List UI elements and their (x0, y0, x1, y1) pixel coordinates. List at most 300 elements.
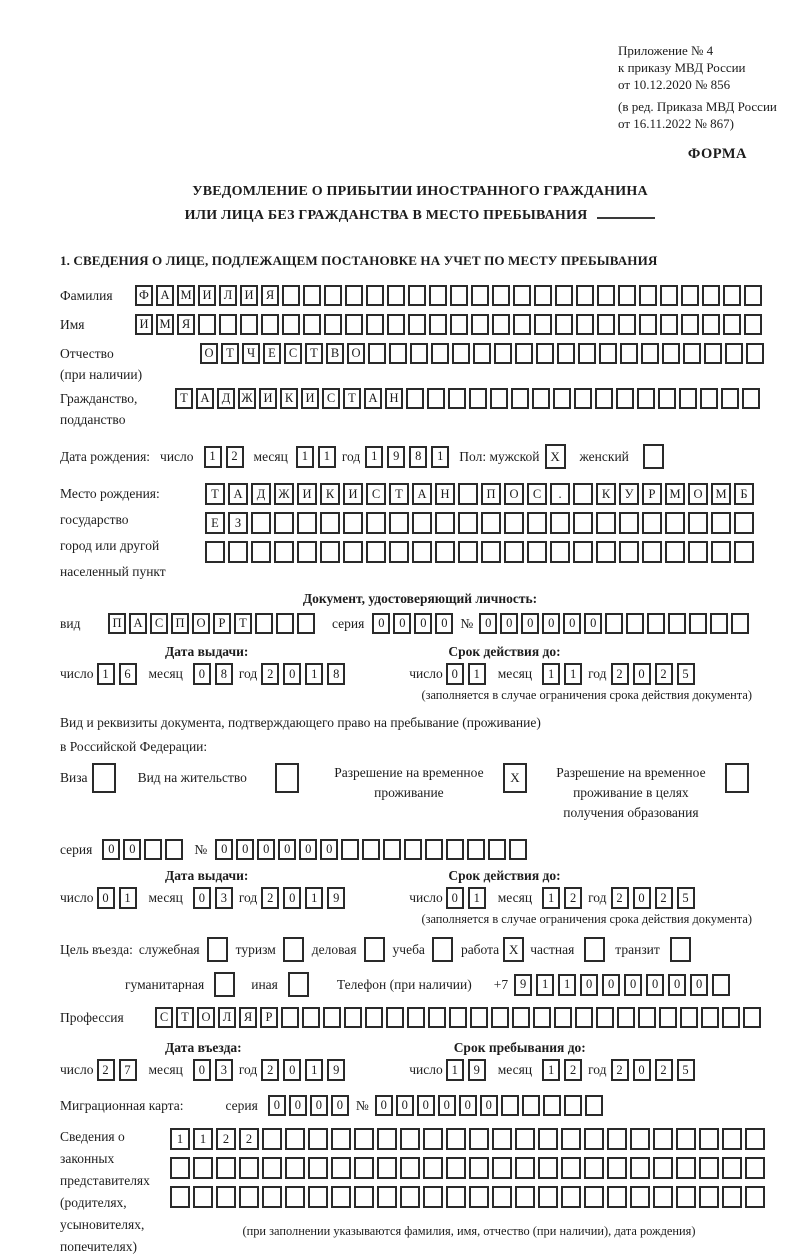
char-cell[interactable] (423, 1157, 443, 1179)
char-cell[interactable] (637, 388, 655, 409)
char-cell[interactable] (555, 285, 573, 306)
char-cell[interactable]: Ч (242, 343, 260, 364)
char-cell[interactable]: К (280, 388, 298, 409)
checkbox-visa[interactable] (92, 763, 116, 793)
char-cell[interactable] (653, 1186, 673, 1208)
char-cell[interactable] (308, 1186, 328, 1208)
char-cell[interactable]: П (171, 613, 189, 634)
char-cell[interactable]: И (301, 388, 319, 409)
char-cell[interactable] (389, 541, 409, 563)
char-cell[interactable]: . (550, 483, 570, 505)
char-cell[interactable] (616, 388, 634, 409)
char-cell[interactable] (647, 613, 665, 634)
char-cell[interactable]: 2 (97, 1059, 115, 1081)
char-cell[interactable] (701, 1007, 719, 1028)
char-cell[interactable]: И (198, 285, 216, 306)
char-cell[interactable] (219, 314, 237, 335)
char-cell[interactable] (490, 388, 508, 409)
char-cell[interactable] (331, 1186, 351, 1208)
checkbox-tourism[interactable] (283, 937, 304, 962)
char-cell[interactable] (324, 285, 342, 306)
char-cell[interactable]: 0 (446, 887, 464, 909)
char-cell[interactable]: 2 (564, 887, 582, 909)
char-cell[interactable]: П (481, 483, 501, 505)
char-cell[interactable] (448, 388, 466, 409)
char-cell[interactable] (584, 1157, 604, 1179)
char-cell[interactable] (341, 839, 359, 860)
char-cell[interactable] (710, 613, 728, 634)
char-cell[interactable]: 0 (646, 974, 664, 996)
char-cell[interactable] (324, 314, 342, 335)
char-cell[interactable]: К (320, 483, 340, 505)
char-cell[interactable] (412, 512, 432, 534)
char-cell[interactable]: О (347, 343, 365, 364)
char-cell[interactable] (469, 1157, 489, 1179)
char-cell[interactable]: Т (343, 388, 361, 409)
char-cell[interactable]: И (240, 285, 258, 306)
char-cell[interactable] (239, 1186, 259, 1208)
char-cell[interactable] (251, 512, 271, 534)
char-cell[interactable] (387, 314, 405, 335)
char-cell[interactable]: О (688, 483, 708, 505)
char-cell[interactable]: А (196, 388, 214, 409)
char-cell[interactable]: 0 (193, 1059, 211, 1081)
char-cell[interactable]: У (619, 483, 639, 505)
char-cell[interactable] (389, 512, 409, 534)
char-cell[interactable] (574, 388, 592, 409)
char-cell[interactable] (450, 285, 468, 306)
char-cell[interactable] (561, 1186, 581, 1208)
char-cell[interactable] (450, 314, 468, 335)
char-cell[interactable] (561, 1128, 581, 1150)
char-cell[interactable] (585, 1095, 603, 1116)
char-cell[interactable] (467, 839, 485, 860)
char-cell[interactable] (617, 1007, 635, 1028)
char-cell[interactable] (513, 285, 531, 306)
checkbox-private[interactable] (584, 937, 605, 962)
char-cell[interactable]: А (156, 285, 174, 306)
char-cell[interactable] (676, 1186, 696, 1208)
char-cell[interactable]: Ж (274, 483, 294, 505)
char-cell[interactable]: 0 (633, 663, 651, 685)
char-cell[interactable] (345, 314, 363, 335)
char-cell[interactable] (170, 1157, 190, 1179)
char-cell[interactable]: 2 (611, 887, 629, 909)
char-cell[interactable] (481, 512, 501, 534)
char-cell[interactable]: 0 (372, 613, 390, 634)
char-cell[interactable] (619, 541, 639, 563)
char-cell[interactable] (240, 314, 258, 335)
char-cell[interactable] (216, 1186, 236, 1208)
char-cell[interactable] (597, 285, 615, 306)
char-cell[interactable] (262, 1128, 282, 1150)
char-cell[interactable] (653, 1157, 673, 1179)
char-cell[interactable] (144, 839, 162, 860)
char-cell[interactable] (308, 1157, 328, 1179)
char-cell[interactable]: 8 (215, 663, 233, 685)
char-cell[interactable]: С (284, 343, 302, 364)
char-cell[interactable] (446, 839, 464, 860)
char-cell[interactable] (429, 285, 447, 306)
char-cell[interactable] (366, 285, 384, 306)
char-cell[interactable] (543, 1095, 561, 1116)
char-cell[interactable] (515, 1186, 535, 1208)
char-cell[interactable] (575, 1007, 593, 1028)
char-cell[interactable] (699, 1186, 719, 1208)
char-cell[interactable] (262, 1157, 282, 1179)
char-cell[interactable] (431, 343, 449, 364)
char-cell[interactable] (668, 613, 686, 634)
char-cell[interactable]: М (177, 285, 195, 306)
char-cell[interactable]: К (596, 483, 616, 505)
char-cell[interactable] (331, 1128, 351, 1150)
char-cell[interactable]: 1 (542, 663, 560, 685)
char-cell[interactable] (676, 1128, 696, 1150)
char-cell[interactable] (681, 285, 699, 306)
char-cell[interactable]: 1 (446, 1059, 464, 1081)
char-cell[interactable] (407, 1007, 425, 1028)
char-cell[interactable]: М (711, 483, 731, 505)
checkbox-edu-residence[interactable] (725, 763, 749, 793)
char-cell[interactable] (564, 1095, 582, 1116)
char-cell[interactable] (700, 388, 718, 409)
char-cell[interactable]: 1 (170, 1128, 190, 1150)
char-cell[interactable]: 0 (624, 974, 642, 996)
char-cell[interactable] (683, 343, 701, 364)
char-cell[interactable]: Ф (135, 285, 153, 306)
char-cell[interactable]: 0 (123, 839, 141, 860)
char-cell[interactable] (458, 541, 478, 563)
char-cell[interactable] (377, 1128, 397, 1150)
char-cell[interactable]: 0 (283, 887, 301, 909)
char-cell[interactable] (406, 388, 424, 409)
char-cell[interactable] (492, 1186, 512, 1208)
char-cell[interactable] (362, 839, 380, 860)
char-cell[interactable] (722, 1186, 742, 1208)
char-cell[interactable] (494, 343, 512, 364)
char-cell[interactable] (688, 541, 708, 563)
char-cell[interactable]: 0 (102, 839, 120, 860)
char-cell[interactable]: 2 (611, 663, 629, 685)
char-cell[interactable]: 2 (261, 1059, 279, 1081)
char-cell[interactable] (425, 839, 443, 860)
char-cell[interactable] (193, 1157, 213, 1179)
char-cell[interactable]: 0 (435, 613, 453, 634)
char-cell[interactable] (449, 1007, 467, 1028)
char-cell[interactable]: 9 (514, 974, 532, 996)
char-cell[interactable]: 5 (677, 663, 695, 685)
char-cell[interactable] (410, 343, 428, 364)
char-cell[interactable] (676, 1157, 696, 1179)
char-cell[interactable] (435, 541, 455, 563)
char-cell[interactable]: Т (205, 483, 225, 505)
char-cell[interactable] (702, 314, 720, 335)
char-cell[interactable] (681, 314, 699, 335)
char-cell[interactable] (302, 1007, 320, 1028)
char-cell[interactable]: 0 (580, 974, 598, 996)
char-cell[interactable] (492, 285, 510, 306)
char-cell[interactable] (354, 1157, 374, 1179)
char-cell[interactable] (573, 483, 593, 505)
checkbox-official[interactable] (207, 937, 228, 962)
char-cell[interactable]: Т (234, 613, 252, 634)
char-cell[interactable] (573, 541, 593, 563)
char-cell[interactable] (665, 512, 685, 534)
char-cell[interactable] (584, 1186, 604, 1208)
char-cell[interactable]: 0 (283, 1059, 301, 1081)
char-cell[interactable] (458, 512, 478, 534)
char-cell[interactable] (554, 1007, 572, 1028)
char-cell[interactable] (522, 1095, 540, 1116)
char-cell[interactable]: Д (251, 483, 271, 505)
char-cell[interactable] (605, 613, 623, 634)
char-cell[interactable] (619, 512, 639, 534)
char-cell[interactable] (659, 1007, 677, 1028)
char-cell[interactable]: 0 (500, 613, 518, 634)
char-cell[interactable] (618, 285, 636, 306)
char-cell[interactable]: 0 (289, 1095, 307, 1116)
char-cell[interactable]: Д (217, 388, 235, 409)
char-cell[interactable] (534, 285, 552, 306)
checkbox-humanitarian[interactable] (214, 972, 235, 997)
char-cell[interactable] (660, 285, 678, 306)
char-cell[interactable]: 1 (468, 663, 486, 685)
char-cell[interactable] (711, 541, 731, 563)
char-cell[interactable] (746, 343, 764, 364)
char-cell[interactable]: 2 (261, 887, 279, 909)
char-cell[interactable] (555, 314, 573, 335)
char-cell[interactable] (504, 512, 524, 534)
char-cell[interactable] (366, 512, 386, 534)
char-cell[interactable] (228, 541, 248, 563)
char-cell[interactable] (473, 343, 491, 364)
char-cell[interactable]: 2 (655, 1059, 673, 1081)
checkbox-other[interactable] (288, 972, 309, 997)
char-cell[interactable]: 0 (283, 663, 301, 685)
char-cell[interactable] (423, 1186, 443, 1208)
char-cell[interactable] (400, 1186, 420, 1208)
char-cell[interactable] (368, 343, 386, 364)
char-cell[interactable] (400, 1157, 420, 1179)
char-cell[interactable] (595, 388, 613, 409)
char-cell[interactable] (699, 1157, 719, 1179)
char-cell[interactable]: З (228, 512, 248, 534)
char-cell[interactable]: 0 (414, 613, 432, 634)
char-cell[interactable]: Т (221, 343, 239, 364)
char-cell[interactable] (345, 285, 363, 306)
char-cell[interactable] (428, 1007, 446, 1028)
char-cell[interactable]: Е (263, 343, 281, 364)
char-cell[interactable] (320, 541, 340, 563)
char-cell[interactable]: 1 (305, 663, 323, 685)
checkbox-study[interactable] (432, 937, 453, 962)
char-cell[interactable] (550, 541, 570, 563)
char-cell[interactable] (745, 1128, 765, 1150)
char-cell[interactable]: Н (435, 483, 455, 505)
char-cell[interactable] (255, 613, 273, 634)
char-cell[interactable] (193, 1186, 213, 1208)
char-cell[interactable]: П (108, 613, 126, 634)
char-cell[interactable]: Я (261, 285, 279, 306)
char-cell[interactable]: И (135, 314, 153, 335)
char-cell[interactable] (469, 1128, 489, 1150)
char-cell[interactable]: 0 (396, 1095, 414, 1116)
char-cell[interactable] (607, 1128, 627, 1150)
char-cell[interactable] (599, 343, 617, 364)
char-cell[interactable] (387, 285, 405, 306)
char-cell[interactable] (276, 613, 294, 634)
char-cell[interactable] (734, 512, 754, 534)
char-cell[interactable] (515, 1157, 535, 1179)
char-cell[interactable]: 0 (459, 1095, 477, 1116)
char-cell[interactable]: 0 (310, 1095, 328, 1116)
char-cell[interactable] (343, 541, 363, 563)
char-cell[interactable]: 1 (536, 974, 554, 996)
char-cell[interactable] (469, 388, 487, 409)
char-cell[interactable]: 2 (226, 446, 244, 468)
char-cell[interactable] (377, 1157, 397, 1179)
char-cell[interactable] (446, 1157, 466, 1179)
char-cell[interactable] (354, 1128, 374, 1150)
char-cell[interactable] (366, 314, 384, 335)
char-cell[interactable]: 3 (215, 887, 233, 909)
char-cell[interactable]: 0 (446, 663, 464, 685)
char-cell[interactable] (662, 343, 680, 364)
char-cell[interactable]: 0 (584, 613, 602, 634)
char-cell[interactable] (745, 1157, 765, 1179)
char-cell[interactable] (734, 541, 754, 563)
char-cell[interactable]: Т (389, 483, 409, 505)
char-cell[interactable] (630, 1186, 650, 1208)
char-cell[interactable]: 1 (97, 663, 115, 685)
char-cell[interactable] (722, 1128, 742, 1150)
char-cell[interactable] (515, 343, 533, 364)
char-cell[interactable] (492, 314, 510, 335)
char-cell[interactable] (712, 974, 730, 996)
char-cell[interactable] (607, 1186, 627, 1208)
char-cell[interactable] (446, 1128, 466, 1150)
char-cell[interactable] (239, 1157, 259, 1179)
char-cell[interactable] (429, 314, 447, 335)
char-cell[interactable] (282, 285, 300, 306)
char-cell[interactable]: 0 (633, 1059, 651, 1081)
char-cell[interactable] (470, 1007, 488, 1028)
char-cell[interactable]: 0 (668, 974, 686, 996)
char-cell[interactable] (261, 314, 279, 335)
char-cell[interactable]: 0 (331, 1095, 349, 1116)
char-cell[interactable] (509, 839, 527, 860)
char-cell[interactable] (404, 839, 422, 860)
char-cell[interactable]: 0 (257, 839, 275, 860)
char-cell[interactable] (435, 512, 455, 534)
char-cell[interactable]: 2 (655, 887, 673, 909)
char-cell[interactable] (538, 1157, 558, 1179)
char-cell[interactable]: 3 (215, 1059, 233, 1081)
char-cell[interactable]: А (364, 388, 382, 409)
char-cell[interactable]: 5 (677, 1059, 695, 1081)
char-cell[interactable]: М (665, 483, 685, 505)
char-cell[interactable] (515, 1128, 535, 1150)
char-cell[interactable] (641, 343, 659, 364)
char-cell[interactable] (534, 314, 552, 335)
char-cell[interactable]: О (504, 483, 524, 505)
char-cell[interactable] (533, 1007, 551, 1028)
char-cell[interactable]: С (155, 1007, 173, 1028)
char-cell[interactable]: 1 (564, 663, 582, 685)
char-cell[interactable] (723, 314, 741, 335)
char-cell[interactable] (343, 512, 363, 534)
char-cell[interactable] (408, 314, 426, 335)
char-cell[interactable] (660, 314, 678, 335)
char-cell[interactable]: 0 (542, 613, 560, 634)
checkbox-transit[interactable] (670, 937, 691, 962)
char-cell[interactable] (471, 285, 489, 306)
char-cell[interactable]: Я (177, 314, 195, 335)
char-cell[interactable]: 8 (409, 446, 427, 468)
char-cell[interactable] (538, 1186, 558, 1208)
char-cell[interactable]: 1 (431, 446, 449, 468)
char-cell[interactable]: 1 (193, 1128, 213, 1150)
char-cell[interactable] (198, 314, 216, 335)
char-cell[interactable]: 0 (375, 1095, 393, 1116)
char-cell[interactable]: 2 (611, 1059, 629, 1081)
char-cell[interactable] (744, 314, 762, 335)
char-cell[interactable] (386, 1007, 404, 1028)
char-cell[interactable]: 0 (193, 887, 211, 909)
char-cell[interactable] (274, 541, 294, 563)
char-cell[interactable] (722, 1157, 742, 1179)
char-cell[interactable]: О (192, 613, 210, 634)
char-cell[interactable] (620, 343, 638, 364)
char-cell[interactable] (308, 1128, 328, 1150)
char-cell[interactable]: 1 (542, 1059, 560, 1081)
char-cell[interactable] (630, 1128, 650, 1150)
char-cell[interactable] (216, 1157, 236, 1179)
char-cell[interactable] (458, 483, 478, 505)
char-cell[interactable] (618, 314, 636, 335)
char-cell[interactable] (285, 1186, 305, 1208)
char-cell[interactable]: 8 (327, 663, 345, 685)
char-cell[interactable] (281, 1007, 299, 1028)
char-cell[interactable] (626, 613, 644, 634)
char-cell[interactable] (722, 1007, 740, 1028)
char-cell[interactable] (688, 512, 708, 534)
char-cell[interactable]: 0 (690, 974, 708, 996)
char-cell[interactable]: 0 (417, 1095, 435, 1116)
char-cell[interactable]: 1 (468, 887, 486, 909)
char-cell[interactable] (285, 1128, 305, 1150)
char-cell[interactable] (400, 1128, 420, 1150)
char-cell[interactable] (536, 343, 554, 364)
char-cell[interactable] (170, 1186, 190, 1208)
char-cell[interactable]: 0 (563, 613, 581, 634)
char-cell[interactable]: 1 (305, 1059, 323, 1081)
char-cell[interactable]: 2 (216, 1128, 236, 1150)
char-cell[interactable]: 2 (261, 663, 279, 685)
char-cell[interactable]: 1 (542, 887, 560, 909)
char-cell[interactable] (481, 541, 501, 563)
char-cell[interactable]: 1 (558, 974, 576, 996)
char-cell[interactable] (297, 512, 317, 534)
char-cell[interactable] (723, 285, 741, 306)
char-cell[interactable]: С (527, 483, 547, 505)
char-cell[interactable] (512, 1007, 530, 1028)
char-cell[interactable] (331, 1157, 351, 1179)
char-cell[interactable] (251, 541, 271, 563)
char-cell[interactable] (596, 512, 616, 534)
char-cell[interactable] (377, 1186, 397, 1208)
char-cell[interactable] (578, 343, 596, 364)
